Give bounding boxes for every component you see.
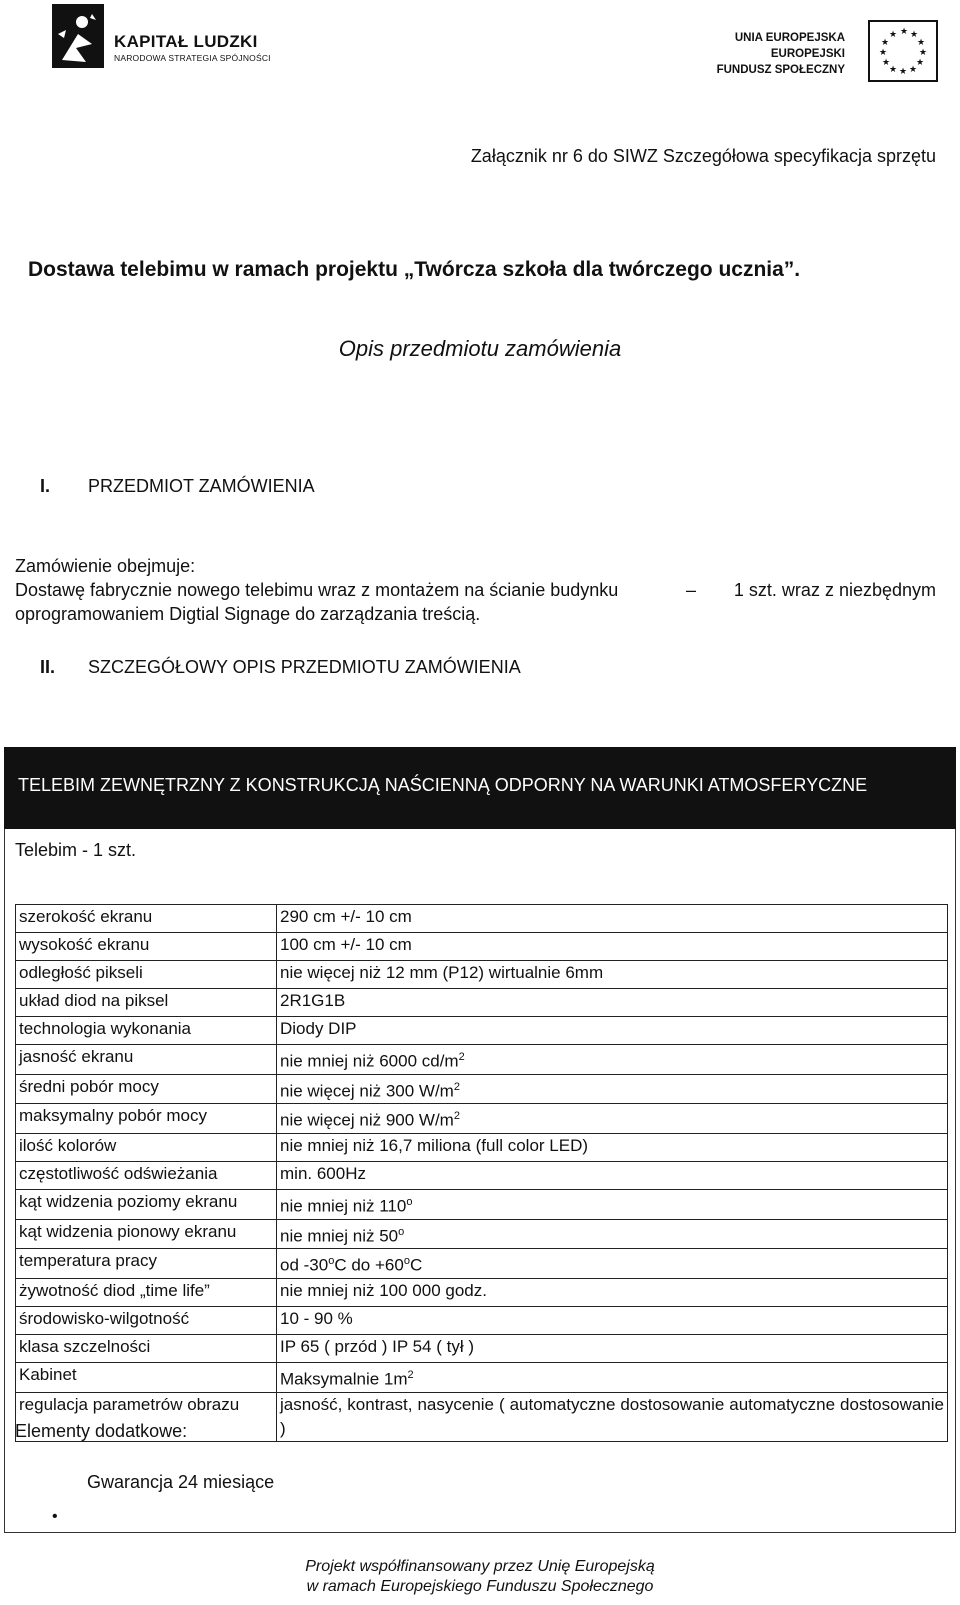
svg-text:★: ★ xyxy=(919,48,928,58)
spec-value-text: 290 cm +/- 10 cm xyxy=(280,907,412,926)
order-line1-left: Dostawę fabrycznie nowego telebimu wraz z montażem na ścianie budynku xyxy=(15,580,619,600)
spec-table xyxy=(15,904,948,1442)
svg-text:★: ★ xyxy=(917,38,926,48)
spec-value xyxy=(277,1278,948,1306)
spec-value xyxy=(277,1219,948,1249)
order-line1-dash: – xyxy=(686,580,697,600)
spec-value xyxy=(277,1104,948,1134)
spec-value xyxy=(277,1362,948,1392)
eu-flag-icon xyxy=(868,20,938,82)
eu-logo xyxy=(700,20,960,90)
product-banner: TELEBIM ZEWNĘTRZNY Z KONSTRUKCJĄ NAŚCIENNĄ ODPORNY NA WARUNKI ATMOSFERYCZNE xyxy=(4,747,956,829)
spec-value-text: nie więcej niż 900 W/m xyxy=(280,1110,454,1130)
spec-value-text: nie więcej niż 300 W/m xyxy=(280,1081,454,1101)
attachment-line: Załącznik nr 6 do SIWZ Szczegółowa specyfikacja sprzętu xyxy=(470,146,936,166)
order-line1-right: 1 szt. wraz z niezbędnym xyxy=(733,580,936,600)
spec-value xyxy=(277,1074,948,1104)
kapital-ludzki-subtitle: NARODOWA STRATEGIA SPÓJNOŚCI xyxy=(114,53,271,63)
spec-value-text: nie mniej niż 110 xyxy=(280,1196,407,1216)
spec-row xyxy=(16,1161,948,1189)
spec-value xyxy=(277,933,948,961)
spec-row xyxy=(16,1249,948,1279)
spec-key: odległość pikseli xyxy=(16,961,277,989)
spec-value-superscript: 2 xyxy=(458,1051,465,1063)
svg-text:★: ★ xyxy=(899,67,908,77)
spec-value-text: IP 65 ( przód ) IP 54 ( tył ) xyxy=(280,1336,475,1356)
spec-value-superscript: o xyxy=(328,1255,335,1268)
main-title: Dostawa telebimu w ramach projektu „Twórcza szkoła dla twórczego ucznia”. xyxy=(28,258,801,281)
spec-value-text: jasność, kontrast, nasycenie ( automatyczne dostosowanie automatyczne dostosowanie ) xyxy=(280,1394,944,1438)
kapital-ludzki-logo xyxy=(44,0,344,80)
spec-value xyxy=(277,1017,948,1045)
spec-value-text: 10 - 90 % xyxy=(280,1308,353,1328)
spec-row xyxy=(16,1074,948,1104)
svg-text:★: ★ xyxy=(882,58,891,68)
spec-value-superscript: o xyxy=(406,1195,413,1208)
spec-value xyxy=(277,1392,948,1441)
extras-heading: Elementy dodatkowe: xyxy=(15,1421,188,1441)
spec-value-superscript: 2 xyxy=(453,1080,460,1093)
svg-text:★: ★ xyxy=(879,48,888,58)
spec-row xyxy=(16,961,948,989)
svg-text:★: ★ xyxy=(910,30,919,40)
spec-key: środowisko-wilgotność xyxy=(16,1306,277,1334)
section2-number: II. xyxy=(40,657,56,677)
spec-row xyxy=(16,1219,948,1249)
svg-text:★: ★ xyxy=(916,58,925,68)
spec-key: szerokość ekranu xyxy=(16,905,277,933)
spec-value-text: 100 cm +/- 10 cm xyxy=(280,935,412,954)
spec-row xyxy=(16,933,948,961)
spec-key: regulacja parametrów obrazu xyxy=(16,1392,277,1441)
spec-row xyxy=(16,1278,948,1306)
bullet-icon: • xyxy=(52,1508,58,1525)
spec-key: układ diod na piksel xyxy=(16,989,277,1017)
spec-value xyxy=(277,1161,948,1189)
spec-row xyxy=(16,1017,948,1045)
svg-text:★: ★ xyxy=(909,65,918,75)
eu-logo-line1: UNIA EUROPEJSKA xyxy=(734,32,845,44)
spec-row xyxy=(16,905,948,933)
spec-row xyxy=(16,1306,948,1334)
extras-item: Gwarancja 24 miesiące xyxy=(87,1472,275,1492)
spec-value-text: od -30 xyxy=(280,1255,329,1275)
spec-key: średni pobór mocy xyxy=(16,1074,277,1104)
spec-value-superscript: o xyxy=(398,1225,405,1238)
spec-value-text: min. 600Hz xyxy=(280,1163,366,1183)
spec-row xyxy=(16,1133,948,1161)
spec-value-text: C do +60 xyxy=(334,1255,404,1275)
spec-table-body xyxy=(16,905,948,1442)
spec-value-superscript: 2 xyxy=(407,1368,414,1381)
spec-key: częstotliwość odświeżania xyxy=(16,1161,277,1189)
spec-value xyxy=(277,1306,948,1334)
eu-logo-line2: EUROPEJSKI xyxy=(770,48,845,60)
spec-value-text: 2R1G1B xyxy=(280,991,346,1010)
spec-row xyxy=(16,989,948,1017)
svg-text:★: ★ xyxy=(889,30,898,40)
spec-value xyxy=(277,961,948,989)
spec-value xyxy=(277,905,948,933)
footer-line2: w ramach Europejskiego Funduszu Społecznego xyxy=(306,1578,654,1595)
order-line2: oprogramowaniem Digtial Signage do zarządzania treścią. xyxy=(15,604,481,624)
spec-value-text: nie mniej niż 100 000 godz. xyxy=(280,1280,487,1300)
spec-key: żywotność diod „time life” xyxy=(16,1278,277,1306)
spec-value-text: Maksymalnie 1m xyxy=(280,1369,408,1389)
spec-row xyxy=(16,1362,948,1392)
spec-value-text: nie mniej niż 16,7 miliona (full color LED) xyxy=(280,1135,589,1155)
spec-key: technologia wykonania xyxy=(16,1017,277,1045)
spec-value-text: nie mniej niż 50 xyxy=(280,1226,399,1246)
footer xyxy=(0,1557,960,1597)
spec-key: klasa szczelności xyxy=(16,1334,277,1362)
footer-line1: Projekt współfinansowany przez Unię Europejską xyxy=(305,1558,655,1575)
spec-key: ilość kolorów xyxy=(16,1133,277,1161)
spec-row xyxy=(16,1104,948,1134)
spec-value xyxy=(277,1249,948,1279)
eu-logo-line3: FUNDUSZ SPOŁECZNY xyxy=(716,64,845,76)
spec-row xyxy=(16,1334,948,1362)
spec-row xyxy=(16,1045,948,1075)
spec-key: Kabinet xyxy=(16,1362,277,1392)
item-heading: Telebim - 1 szt. xyxy=(15,840,137,860)
svg-text:★: ★ xyxy=(881,38,890,48)
eu-logo-text xyxy=(717,30,845,78)
section1-title: PRZEDMIOT ZAMÓWIENIA xyxy=(88,476,315,496)
order-heading: Zamówienie obejmuje: xyxy=(15,556,196,576)
spec-key: jasność ekranu xyxy=(16,1045,277,1075)
spec-key: temperatura pracy xyxy=(16,1249,277,1279)
spec-row xyxy=(16,1189,948,1219)
section1-number: I. xyxy=(40,476,51,496)
svg-text:★: ★ xyxy=(900,27,909,37)
section2-title: SZCZEGÓŁOWY OPIS PRZEDMIOTU ZAMÓWIENIA xyxy=(88,657,521,677)
spec-value xyxy=(277,1189,948,1219)
spec-key: maksymalny pobór mocy xyxy=(16,1104,277,1134)
spec-value-text: Diody DIP xyxy=(280,1019,357,1038)
spec-key: wysokość ekranu xyxy=(16,933,277,961)
spec-value-text: nie więcej niż 12 mm (P12) wirtualnie 6mm xyxy=(280,963,604,982)
spec-value xyxy=(277,1045,948,1075)
spec-value xyxy=(277,1334,948,1362)
spec-key: kąt widzenia poziomy ekranu xyxy=(16,1189,277,1219)
kapital-ludzki-emblem-icon xyxy=(52,4,104,68)
spec-value-text: C xyxy=(409,1255,423,1275)
spec-value xyxy=(277,989,948,1017)
spec-value-text: nie mniej niż 6000 cd/m xyxy=(280,1051,459,1071)
spec-value-superscript: 2 xyxy=(453,1110,460,1123)
spec-key: kąt widzenia pionowy ekranu xyxy=(16,1219,277,1249)
spec-value xyxy=(277,1133,948,1161)
spec-value-superscript: o xyxy=(403,1255,410,1268)
kapital-ludzki-title: KAPITAŁ LUDZKI xyxy=(114,32,258,51)
svg-text:★: ★ xyxy=(889,65,898,75)
subtitle: Opis przedmiotu zamówienia xyxy=(338,336,622,361)
